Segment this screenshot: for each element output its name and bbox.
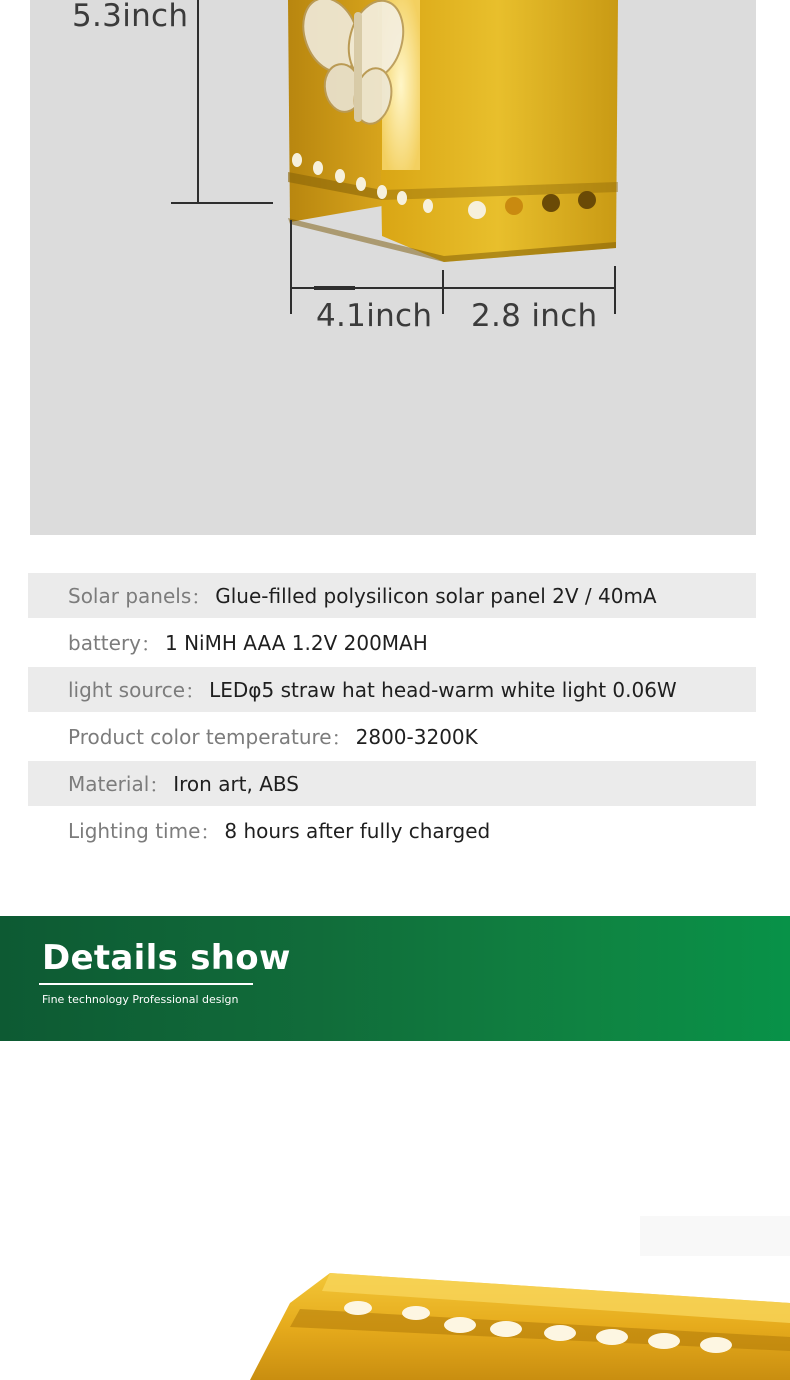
banner-title: Details show bbox=[42, 938, 291, 978]
spec-row-material bbox=[28, 761, 756, 806]
spec-row-solar-panels bbox=[28, 573, 756, 618]
details-banner bbox=[0, 916, 790, 1041]
spec-row-color-temperature bbox=[28, 714, 756, 759]
spec-separator: ： bbox=[141, 632, 161, 656]
lantern-closeup-illustration bbox=[0, 1041, 790, 1380]
spec-separator: ： bbox=[185, 679, 206, 703]
dimension-photo-panel bbox=[30, 0, 756, 535]
spec-value: 8 hours after fully charged bbox=[224, 818, 491, 843]
spec-key: Product color temperature bbox=[68, 724, 332, 749]
spec-key: light source bbox=[68, 677, 186, 702]
spec-separator: ： bbox=[149, 773, 170, 797]
spec-value: 1 NiMH AAA 1.2V 200MAH bbox=[165, 630, 428, 655]
spec-separator: ： bbox=[200, 820, 221, 844]
spec-value: LEDφ5 straw hat head-warm white light 0.06W bbox=[209, 677, 677, 702]
spec-value: 2800-3200K bbox=[355, 724, 478, 749]
spec-key: Material bbox=[68, 771, 150, 796]
specification-table bbox=[28, 573, 756, 855]
spec-separator: ： bbox=[191, 585, 212, 609]
height-dimension-label: 5.3inch bbox=[72, 0, 189, 34]
spec-key: battery bbox=[68, 630, 141, 655]
spec-key: Solar panels bbox=[68, 583, 192, 608]
banner-subtitle: Fine technology Professional design bbox=[42, 993, 239, 1006]
banner-underline bbox=[39, 983, 253, 985]
spec-value: Iron art, ABS bbox=[173, 771, 299, 796]
spec-value: Glue-filled polysilicon solar panel 2V / 40mA bbox=[215, 583, 657, 608]
spec-row-lighting-time bbox=[28, 808, 756, 853]
width-dimension-label: 4.1inch bbox=[316, 298, 433, 334]
depth-dimension-label: 2.8 inch bbox=[471, 298, 598, 334]
spec-row-light-source bbox=[28, 667, 756, 712]
detail-closeup-photo bbox=[0, 1041, 790, 1380]
spec-key: Lighting time bbox=[68, 818, 201, 843]
spec-row-battery bbox=[28, 620, 756, 665]
lantern-dimension-illustration bbox=[30, 0, 756, 535]
spec-separator: ： bbox=[331, 726, 352, 750]
